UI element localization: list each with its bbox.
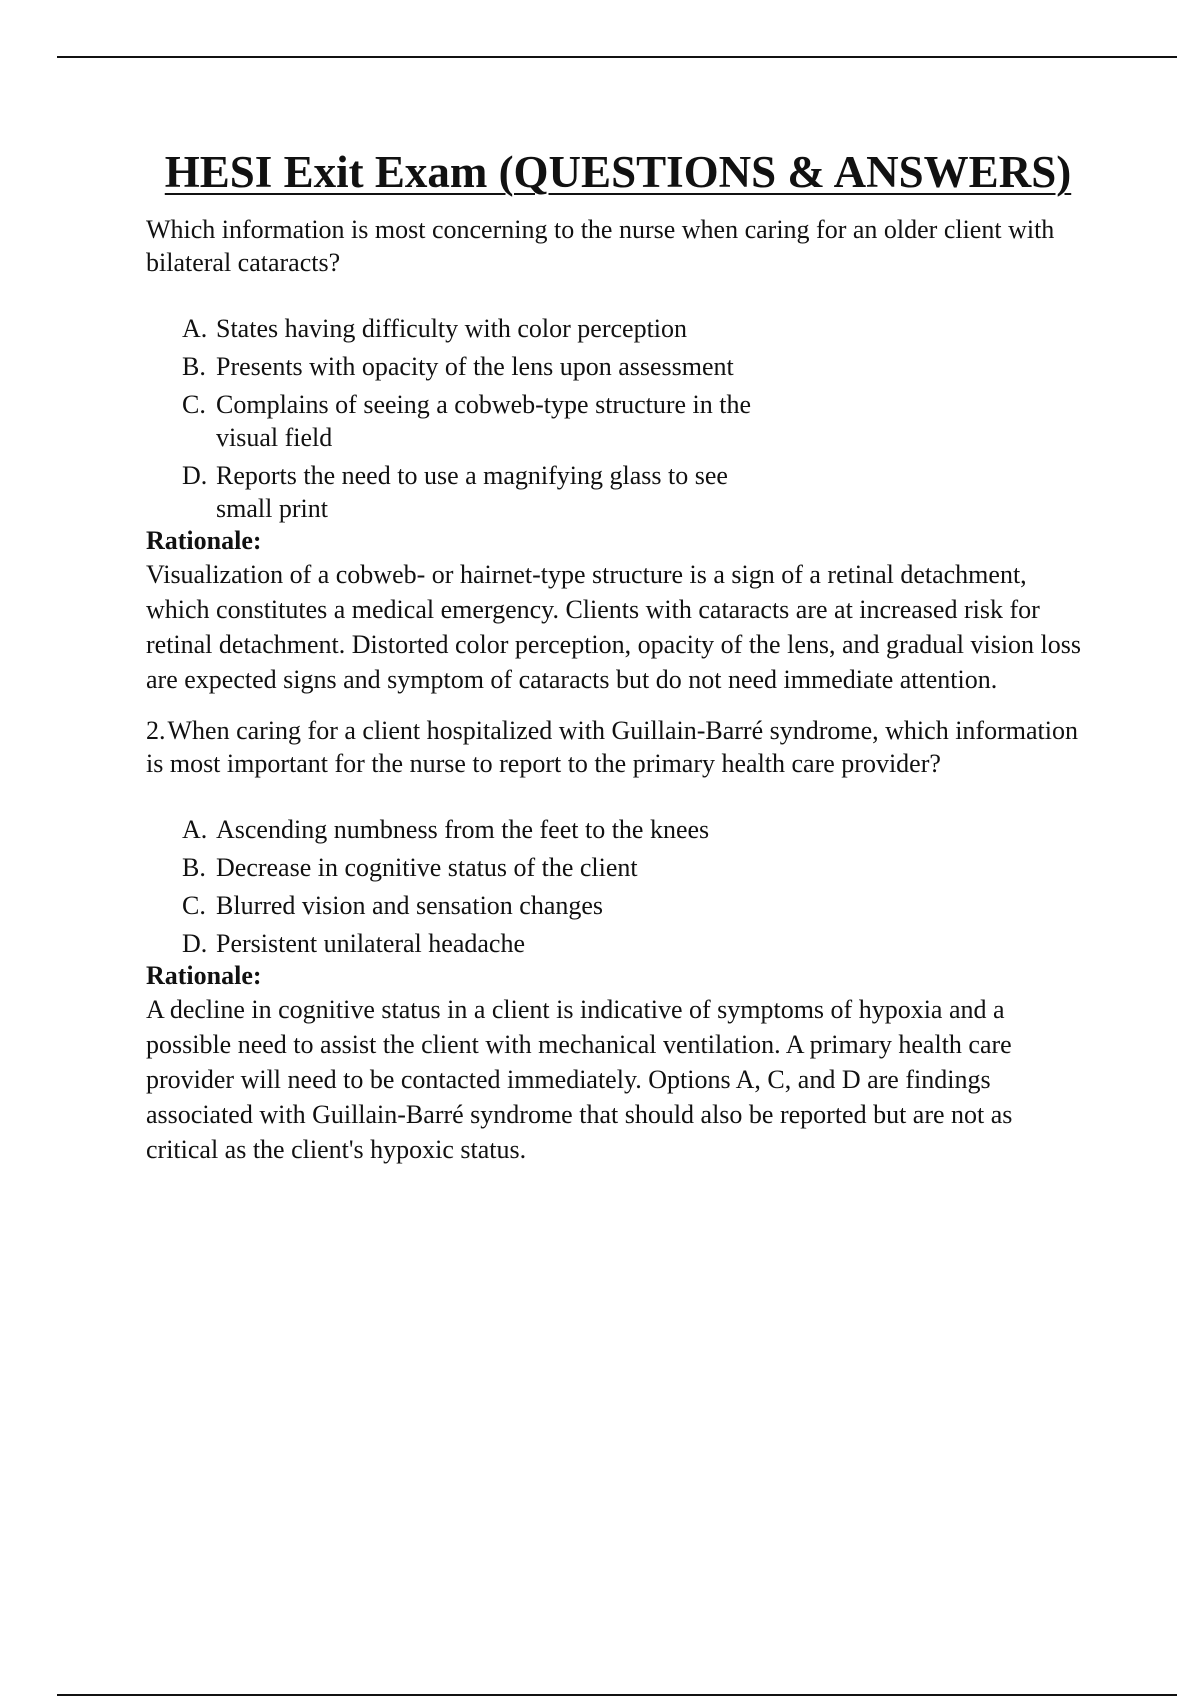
rationale-label: Rationale: [146, 961, 262, 990]
question-stem [146, 213, 1086, 279]
question-stem-text: When caring for a client hospitalized with Guillain-Barré syndrome, which information is most important for the nurse to report to the primary health care provider? [146, 716, 1078, 778]
option-text: States having difficulty with color perception [216, 314, 688, 343]
bottom-rule [57, 1694, 1177, 1696]
page-title: HESI Exit Exam (QUESTIONS & ANSWERS) [164, 147, 1072, 197]
option-text: Reports the need to use a magnifying glass to see small print [216, 461, 728, 523]
option-text: Ascending numbness from the feet to the knees [216, 815, 710, 844]
option-letter: C. [182, 891, 206, 920]
option-c [182, 889, 822, 922]
option-letter: C. [182, 390, 206, 419]
option-a [182, 813, 822, 846]
rationale-text: Visualization of a cobweb- or hairnet-type structure is a sign of a retinal detachment, which constitutes a medical emergency. Clients with cataracts are at increased risk for retinal detachment. Distorted color perception, opacity of the lens, and gradual vision loss are expected signs and symptom of cataracts but do not need immediate attention. [146, 560, 1082, 694]
question-stem [146, 714, 1086, 780]
answer-options [182, 813, 822, 960]
option-d [182, 927, 822, 960]
option-letter: B. [182, 853, 206, 882]
rationale-label: Rationale: [146, 526, 262, 555]
option-text: Persistent unilateral headache [216, 929, 525, 958]
option-letter: A. [182, 815, 208, 844]
option-text: Blurred vision and sensation changes [216, 891, 604, 920]
option-text: Complains of seeing a cobweb-type structure in the visual field [216, 390, 752, 452]
option-a [182, 312, 782, 345]
question-1 [146, 213, 1086, 697]
option-letter: D. [182, 929, 208, 958]
option-d [182, 459, 782, 525]
top-rule [57, 56, 1177, 58]
option-text: Decrease in cognitive status of the client [216, 853, 638, 882]
option-b [182, 851, 822, 884]
option-text: Presents with opacity of the lens upon assessment [216, 352, 734, 381]
answer-options [182, 312, 782, 525]
question-number: 2. [146, 716, 166, 745]
option-c [182, 388, 782, 454]
question-stem-text: Which information is most concerning to the nurse when caring for an older client with bilateral cataracts? [146, 215, 1055, 277]
document-body [146, 213, 1086, 1167]
question-2 [146, 714, 1086, 1167]
option-letter: A. [182, 314, 208, 343]
option-b [182, 350, 782, 383]
option-letter: D. [182, 461, 208, 490]
option-letter: B. [182, 352, 206, 381]
rationale-text: A decline in cognitive status in a client is indicative of symptoms of hypoxia and a possible need to assist the client with mechanical ventilation. A primary health care provider will need to be contacted immediately. Options A, C, and D are findings associated with Guillain-Barré syndrome that should also be reported but are not as critical as the client's hypoxic status. [146, 995, 1013, 1164]
